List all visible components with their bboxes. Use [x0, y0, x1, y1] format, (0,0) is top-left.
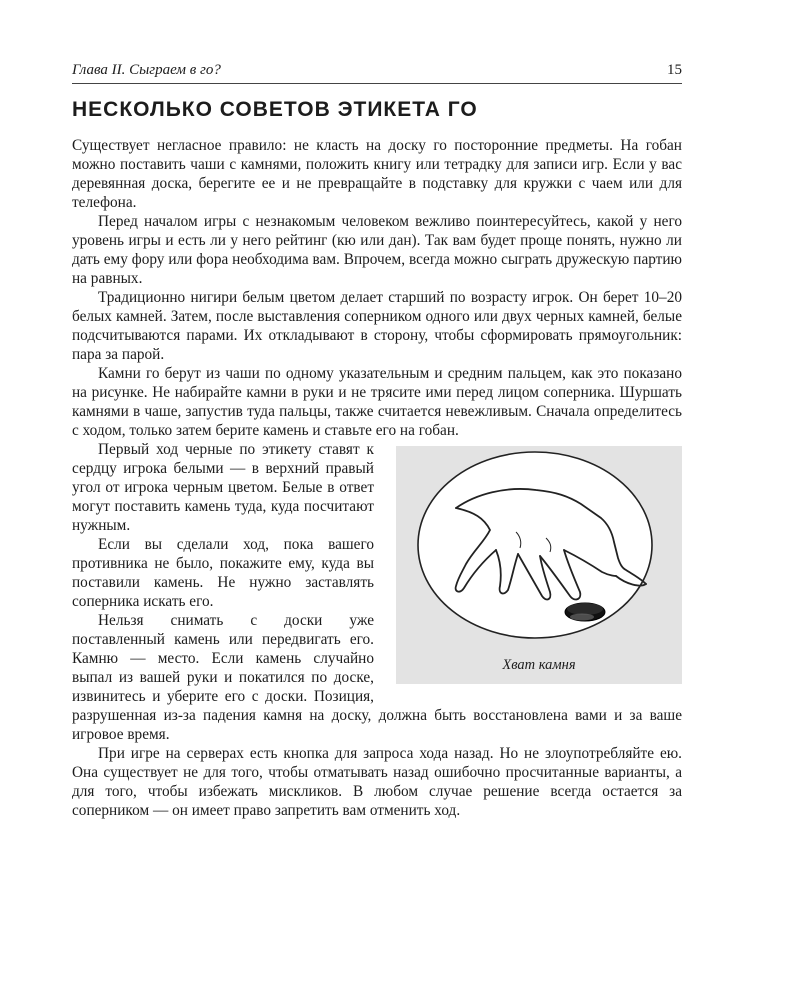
- paragraph-4: Камни го берут из чаши по одному указательным и средним пальцем, как это показано на рисунке. Не набирайте камни в руки и не трясите ими перед лицом соперника. Шуршать камнями в чаше, запустив туда пальцы, также считается невежливым. Сначала определитесь с ходом, только затем берите камень и ставьте его на гобан.: [72, 365, 682, 439]
- paragraph-8: При игре на серверах есть кнопка для запроса хода назад. Но не злоупотребляйте ею. Она существует не для того, чтобы отматывать назад ошибочно просчитанные варианты, а для того, чтобы избежать мискликов. В любом случае решение всегда остается за соперником — он имеет право запретить вам отменить ход.: [72, 745, 682, 819]
- paragraph-2: Перед началом игры с незнакомым человеком вежливо поинтересуйтесь, какой у него уровень игры и есть ли у него рейтинг (кю или дан). Так вам будет проще понять, нужно ли дать ему фору или фора необходима вам. Впрочем, всегда можно сыграть дружескую партию на равных.: [72, 213, 682, 287]
- page-number: 15: [667, 62, 682, 78]
- figure-stone-grip: [396, 446, 682, 684]
- figure-caption: Хват камня: [502, 657, 576, 673]
- running-head: [72, 62, 682, 84]
- paragraph-5: Первый ход черные по этикету ставят к сердцу игрока белыми — в верхний правый угол от игрока черным цветом. Белые в ответ могут поставить камень туда, куда посчитают нужным.: [72, 441, 374, 534]
- hand-holding-stone-icon: [396, 446, 682, 684]
- chapter-title: Глава II. Сыграем в го?: [72, 62, 221, 78]
- paragraph-1: Существует негласное правило: не класть на доску го посторонние предметы. На гобан можно поставить чаши с камнями, положить книгу или тетрадку для записи игр. Если у вас деревянная доска, берегите ее и не превращайте в подставку для кружки с чаем или для телефона.: [72, 137, 682, 211]
- section-title: НЕСКОЛЬКО СОВЕТОВ ЭТИКЕТА ГО: [72, 98, 478, 121]
- paragraph-3: Традиционно нигири белым цветом делает старший по возрасту игрок. Он берет 10–20 белых камней. Затем, после выставления соперником одного или двух черных камней, белые подсчитываются парами. Их откладывают в сторону, чтобы сформировать прямоугольник: пара за парой.: [72, 289, 682, 363]
- paragraph-7: Нельзя снимать с доски уже поставленный камень или передвигать его. Камню — место. Если камень случайно выпал из вашей руки и покатился по доске, извинитесь и уберите его с доски. Позиция, разрушенная из-за падения камня на доску, должна быть восстановлена вами и за ваше игровое время.: [72, 612, 682, 743]
- page: [72, 62, 682, 820]
- paragraph-6: Если вы сделали ход, пока вашего противника не было, покажите ему, куда вы поставили камень. Не нужно заставлять соперника искать его.: [72, 536, 374, 610]
